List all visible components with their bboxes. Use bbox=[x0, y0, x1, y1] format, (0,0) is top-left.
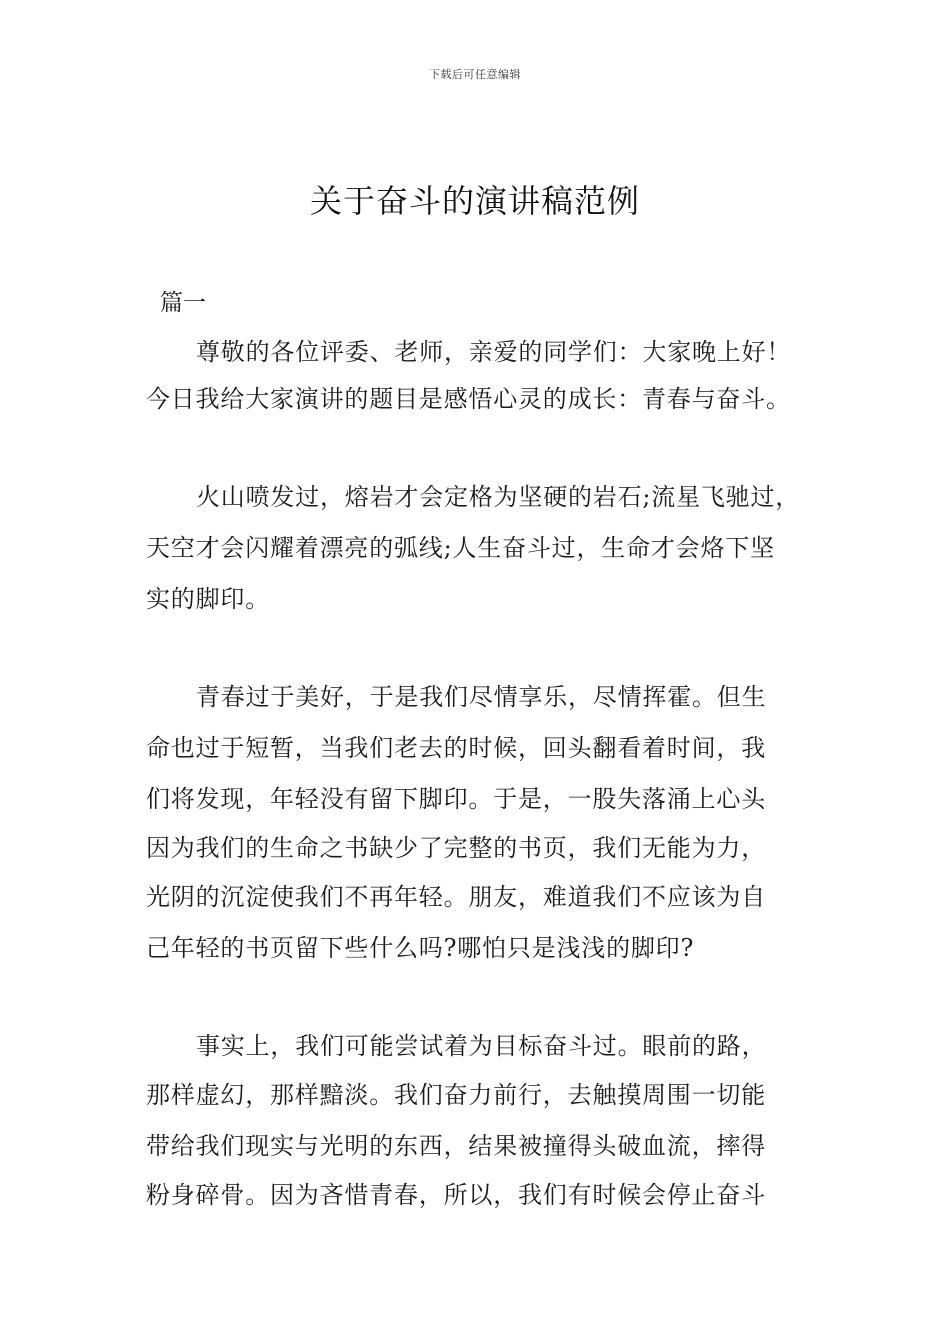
paragraph-line: 火山喷发过，熔岩才会定格为坚硬的岩石;流星飞驰过， bbox=[196, 483, 801, 511]
paragraph-line: 青春过于美好，于是我们尽情享乐，尽情挥霍。但生 bbox=[196, 683, 767, 711]
paragraph-line: 天空才会闪耀着漂亮的弧线;人生奋斗过，生命才会烙下坚 bbox=[146, 534, 775, 562]
paragraph-line: 因为我们的生命之书缺少了完整的书页，我们无能为力， bbox=[146, 834, 766, 862]
paragraph-line: 带给我们现实与光明的东西，结果被撞得头破血流，摔得 bbox=[146, 1132, 766, 1160]
header-note: 下载后可任意编辑 bbox=[429, 68, 521, 81]
paragraph-line: 己年轻的书页留下些什么吗?哪怕只是浅浅的脚印? bbox=[146, 934, 695, 962]
paragraph-line: 事实上，我们可能尝试着为目标奋斗过。眼前的路， bbox=[196, 1032, 767, 1060]
section-label: 篇一 bbox=[160, 290, 206, 316]
paragraph-line: 光阴的沉淀使我们不再年轻。朋友，难道我们不应该为自 bbox=[146, 883, 766, 911]
paragraph-line: 那样虚幻，那样黯淡。我们奋力前行，去触摸周围一切能 bbox=[146, 1081, 766, 1109]
paragraph-line: 实的脚印。 bbox=[146, 585, 270, 613]
paragraph-line: 们将发现，年轻没有留下脚印。于是，一股失落涌上心头 bbox=[146, 785, 766, 813]
paragraph-line: 今日我给大家演讲的题目是感悟心灵的成长：青春与奋斗。 bbox=[146, 385, 791, 413]
paragraph-line: 尊敬的各位评委、老师，亲爱的同学们：大家晚上好！ bbox=[196, 338, 792, 366]
paragraph-line: 命也过于短暂，当我们老去的时候，回头翻看着时间，我 bbox=[146, 734, 766, 762]
paragraph-line: 粉身碎骨。因为吝惜青春，所以，我们有时候会停止奋斗 bbox=[146, 1181, 766, 1209]
document-title: 关于奋斗的演讲稿范例 bbox=[309, 182, 640, 220]
